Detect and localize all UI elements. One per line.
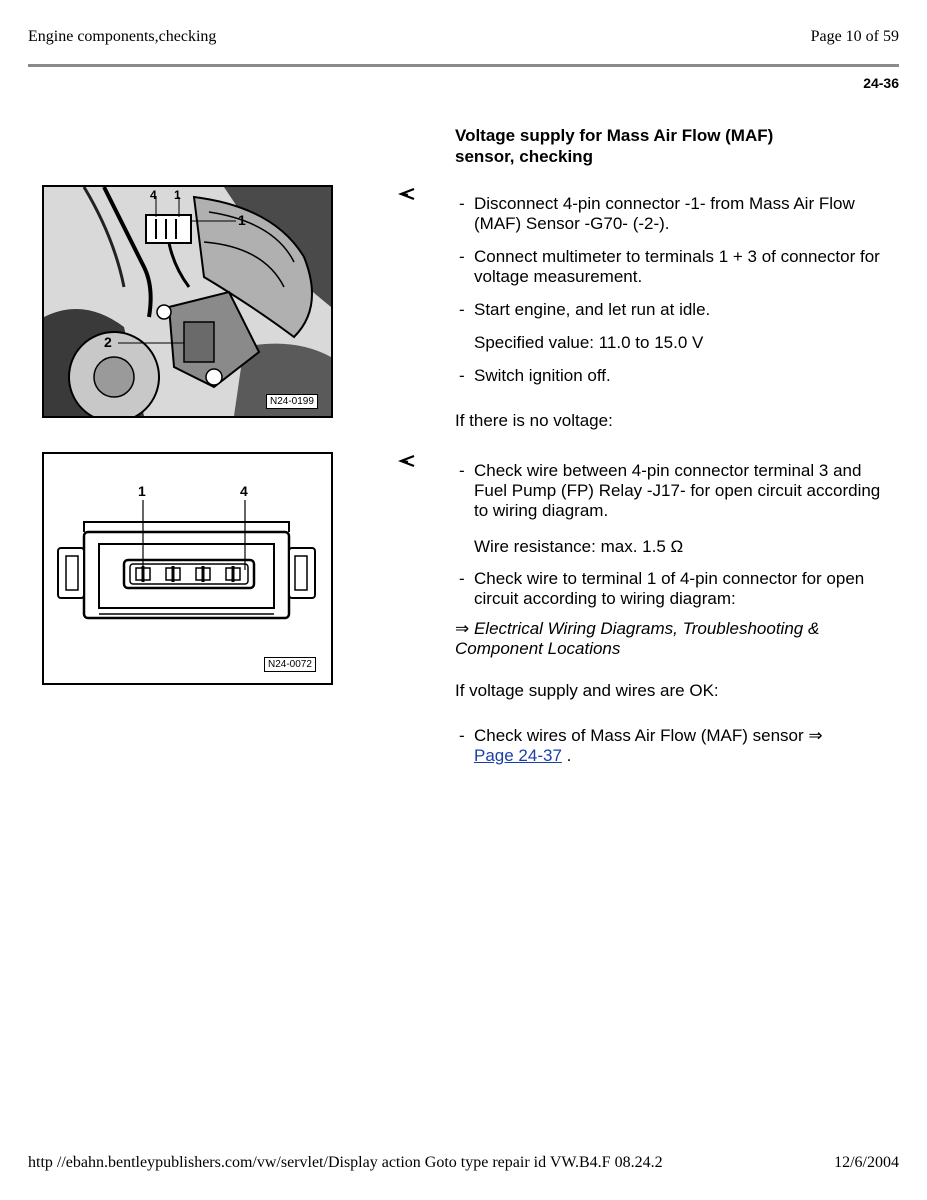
step-connect-multimeter: - Connect multimeter to terminals 1 + 3 of connector for voltage measurement. <box>459 247 880 286</box>
footer-url: http //ebahn.bentleypublishers.com/vw/servlet/Display action Goto type repair id VW.B4.F 08.24.2 <box>28 1154 663 1171</box>
connector-illustration <box>44 454 331 683</box>
step-check-terminal-1: - Check wire to terminal 1 of 4-pin connector for open circuit according to wiring diagram: <box>459 569 865 608</box>
step-switch-off: - Switch ignition off. <box>459 366 611 385</box>
callout-1-top: 1 <box>174 188 181 202</box>
callout-4: 4 <box>150 188 157 202</box>
header-divider <box>28 64 899 67</box>
footer-date: 12/6/2004 <box>834 1154 899 1171</box>
figure-code: N24-0072 <box>264 657 316 672</box>
figure-code: N24-0199 <box>266 394 318 409</box>
maf-sensor-illustration <box>44 187 331 416</box>
figure-pointer-icon <box>398 186 416 202</box>
step-check-relay-wire: - Check wire between 4-pin connector terminal 3 and Fuel Pump (FP) Relay -J17- for open circuit according to wiring diagram. <box>459 461 881 520</box>
specified-value: Specified value: 11.0 to 15.0 V <box>474 333 704 352</box>
condition-voltage-ok: If voltage supply and wires are OK: <box>455 681 719 700</box>
wire-resistance: Wire resistance: max. 1.5 Ω <box>474 537 684 556</box>
step-start-engine: - Start engine, and let run at idle. <box>459 300 711 319</box>
callout-2-sensor: 2 <box>104 334 112 350</box>
condition-no-voltage: If there is no voltage: <box>455 411 613 430</box>
page-24-37-link[interactable]: Page 24-37 <box>474 746 562 765</box>
callout-terminal-1: 1 <box>138 483 146 499</box>
callout-1-connector: 1 <box>238 212 246 228</box>
document-header-title: Engine components,checking <box>28 28 217 45</box>
maf-sensor-figure <box>42 185 333 418</box>
connector-figure <box>42 452 333 685</box>
page-code: 24-36 <box>863 75 899 91</box>
wiring-diagram-reference: ⇒ Electrical Wiring Diagrams, Troubleshooting & Component Locations <box>455 619 820 658</box>
step-disconnect: - Disconnect 4-pin connector -1- from Mass Air Flow (MAF) Sensor -G70- (-2-). <box>459 194 855 233</box>
page-counter: Page 10 of 59 <box>810 28 899 45</box>
figure-pointer-icon <box>398 453 416 469</box>
section-title: Voltage supply for Mass Air Flow (MAF) sensor, checking <box>455 126 774 166</box>
step-check-maf-wires: - Check wires of Mass Air Flow (MAF) sensor ⇒ Page 24-37 . <box>459 726 823 765</box>
callout-terminal-4: 4 <box>240 483 248 499</box>
